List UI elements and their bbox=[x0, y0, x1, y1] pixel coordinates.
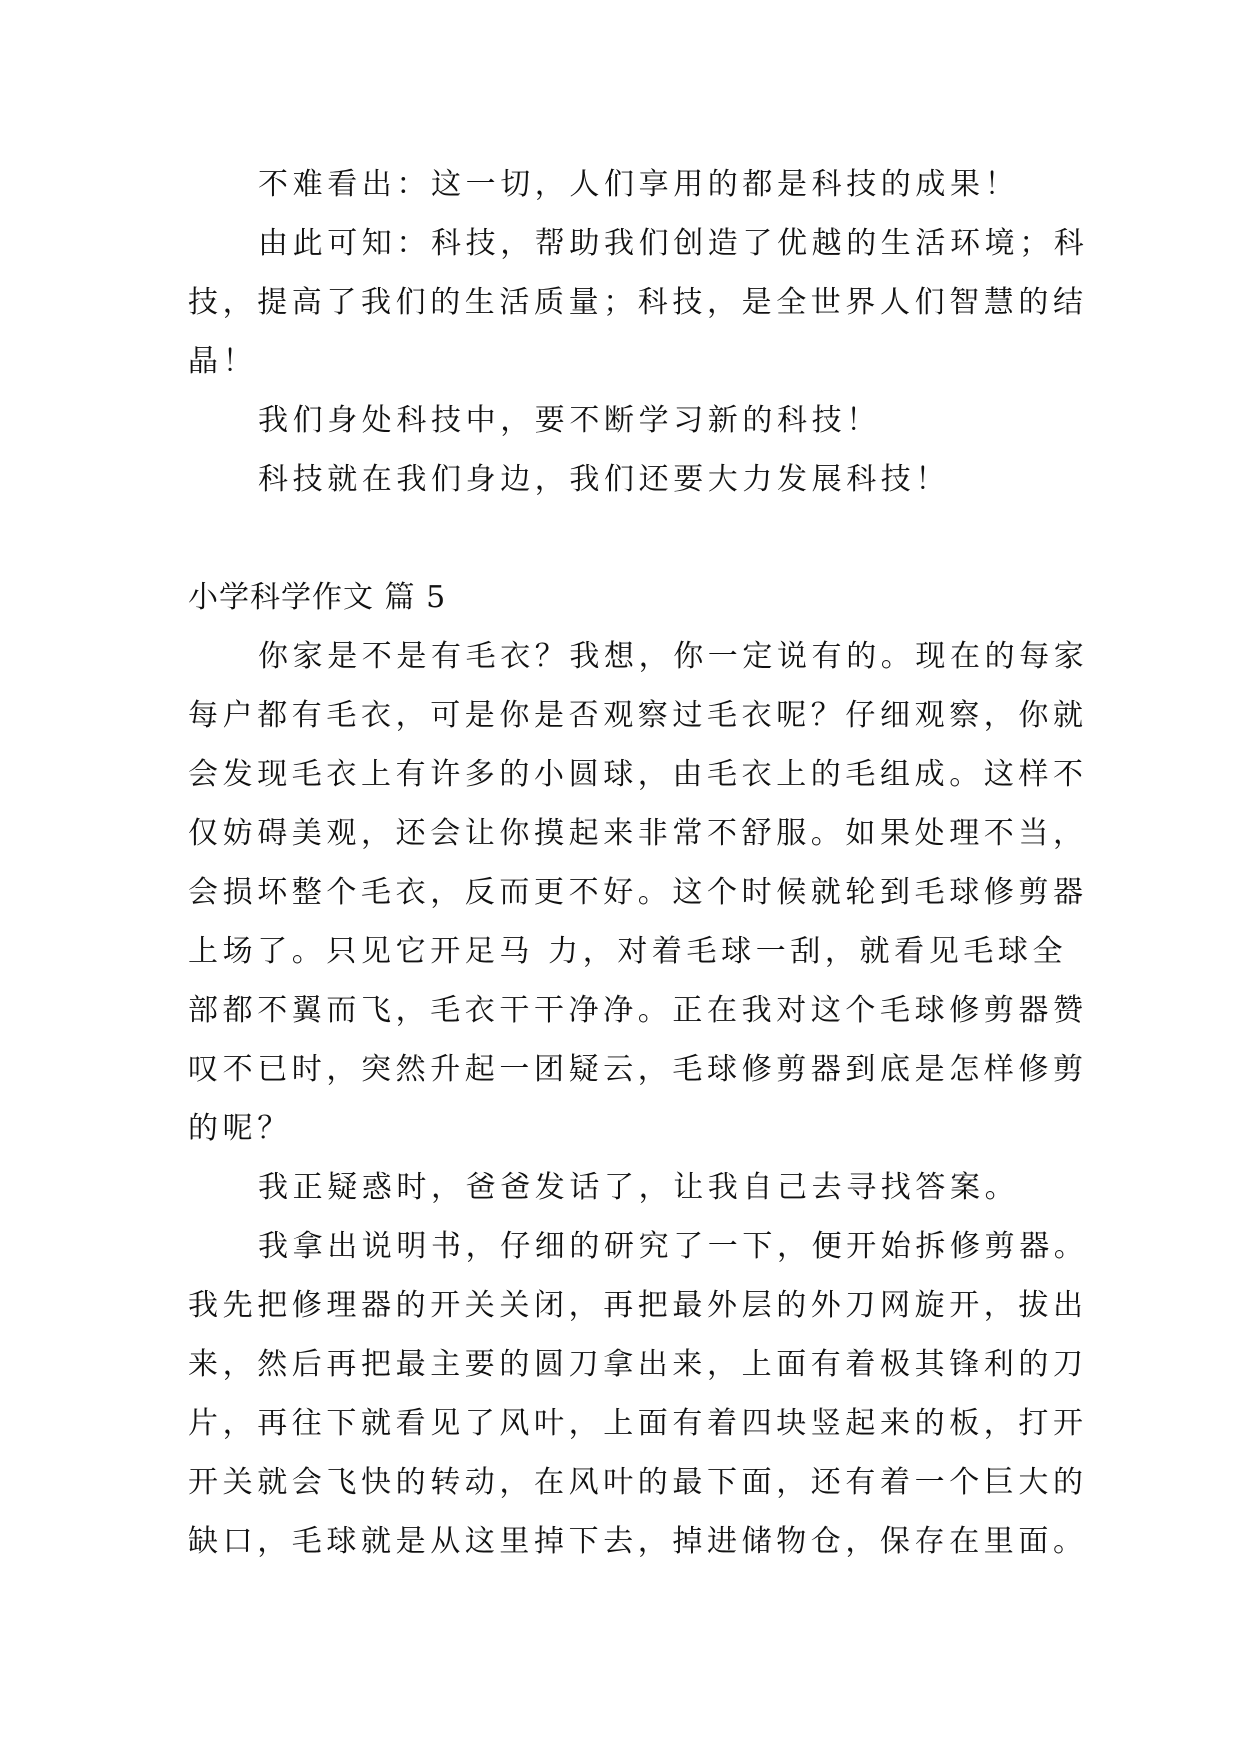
paragraph-line: 我拿出说明书，仔细的研究了一下，便开始拆修剪器。 bbox=[258, 1229, 1089, 1264]
paragraph-line: 片，再往下就看见了风叶，上面有着四块竖起来的板，打开 bbox=[188, 1406, 1088, 1441]
paragraph-line: 技，提高了我们的生活质量；科技，是全世界人们智慧的结 bbox=[188, 285, 1088, 320]
paragraph-line: 我们身处科技中，要不断学习新的科技！ bbox=[258, 403, 881, 438]
section-heading: 小学科学作文 篇 5 bbox=[188, 580, 447, 615]
paragraph-line: 我先把修理器的开关关闭，再把最外层的外刀网旋开，拔出 bbox=[188, 1288, 1088, 1323]
paragraph-line: 缺口，毛球就是从这里掉下去，掉进储物仓，保存在里面。 bbox=[188, 1524, 1088, 1559]
paragraph-line: 每户都有毛衣，可是你是否观察过毛衣呢？仔细观察，你就 bbox=[188, 698, 1088, 733]
paragraph-line: 上场了。只见它开足马 力，对着毛球一刮，就看见毛球全 bbox=[188, 934, 1068, 969]
paragraph-line: 仅妨碍美观，还会让你摸起来非常不舒服。如果处理不当， bbox=[188, 816, 1088, 851]
paragraph-line: 开关就会飞快的转动，在风叶的最下面，还有着一个巨大的 bbox=[188, 1465, 1088, 1500]
paragraph-line: 科技就在我们身边，我们还要大力发展科技！ bbox=[258, 462, 950, 497]
paragraph-line: 叹不已时，突然升起一团疑云，毛球修剪器到底是怎样修剪 bbox=[188, 1052, 1088, 1087]
paragraph-line: 来，然后再把最主要的圆刀拿出来，上面有着极其锋利的刀 bbox=[188, 1347, 1088, 1382]
paragraph-line: 我正疑惑时，爸爸发话了，让我自己去寻找答案。 bbox=[258, 1170, 1020, 1205]
paragraph-line: 你家是不是有毛衣？我想，你一定说有的。现在的每家 bbox=[258, 639, 1089, 674]
paragraph-line: 部都不翼而飞，毛衣干干净净。正在我对这个毛球修剪器赞 bbox=[188, 993, 1088, 1028]
paragraph-line: 由此可知：科技，帮助我们创造了优越的生活环境；科 bbox=[258, 226, 1089, 261]
paragraph-line: 会损坏整个毛衣，反而更不好。这个时候就轮到毛球修剪器 bbox=[188, 875, 1088, 910]
paragraph-line: 会发现毛衣上有许多的小圆球，由毛衣上的毛组成。这样不 bbox=[188, 757, 1088, 792]
paragraph-line: 晶！ bbox=[188, 344, 258, 379]
paragraph-line: 的呢？ bbox=[188, 1111, 292, 1146]
paragraph-line: 不难看出：这一切，人们享用的都是科技的成果！ bbox=[258, 167, 1020, 202]
